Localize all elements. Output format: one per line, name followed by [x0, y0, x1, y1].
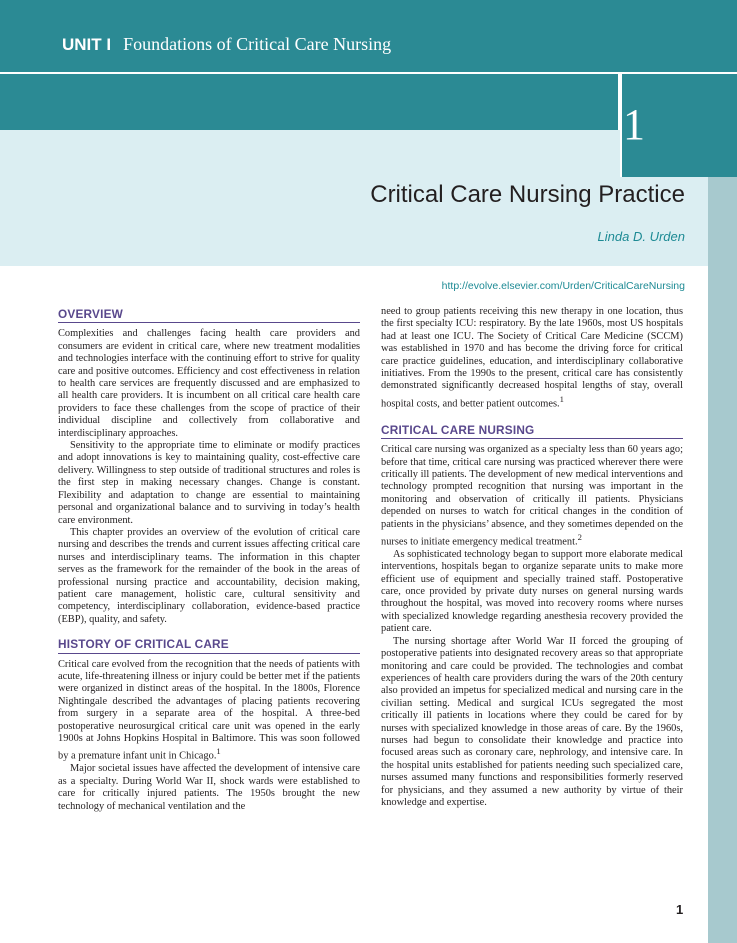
ccn-paragraph-1	[381, 444, 683, 549]
history-paragraph-1	[58, 659, 360, 764]
critical-care-nursing-heading: CRITICAL CARE NURSING	[381, 424, 683, 439]
header-stripe	[0, 72, 618, 130]
history-paragraph-2: Major societal issues have affected the development of intensive care as a specialty. During World War II, shock wards were established to care for critically injured patients. The 1950s brought the new technology of mechanical ventilation and the	[58, 763, 360, 812]
left-column	[58, 308, 360, 813]
chapter-number: 1	[623, 100, 645, 149]
history-heading: HISTORY OF CRITICAL CARE	[58, 638, 360, 653]
right-column	[381, 306, 683, 809]
side-bar	[708, 177, 737, 943]
overview-paragraph-3: This chapter provides an overview of the evolution of critical care nursing and describes the trends and current issues affecting critical care nurses and interdisciplinary teams. The information in this chapter serves as the framework for the remainder of the book in the areas of professional nursing practice and accountability, decision making, patient care management, holistic care, cultural sensitivity and competency, interdisciplinary collaboration, evidence-based practice (EBP), quality, and safety.	[58, 526, 360, 625]
overview-heading: OVERVIEW	[58, 308, 360, 323]
unit-title: Foundations of Critical Care Nursing	[123, 34, 392, 54]
history-paragraph-2-continued	[381, 306, 683, 411]
chapter-author: Linda D. Urden	[597, 229, 685, 244]
history-paragraph-1-text: Critical care evolved from the recognition that the needs of patients with acute, life-threatening illness or injury could be better met if the patients were organized in distinct areas of the hospital. In the 1800s, Florence Nightingale described the advantages of placing patients recovering from surgery in a separate area of the hospital. A three-bed postoperative neurosurgical critical care unit was opened in the early 1900s at Johns Hopkins Hospital in Baltimore. This was soon followed by a premature infant unit in Chicago.	[58, 658, 360, 762]
overview-paragraph-2: Sensitivity to the appropriate time to eliminate or modify practices and adopt innovations is key to maintaining quality, cost-effective care delivery. Willingness to step outside of traditional structures and roles is the first step in making necessary changes. Change is constant. Flexibility and adaptation to change are essential to maintaining personal and organizational balance and to surviving in today’s health care environment.	[58, 440, 360, 526]
unit-label: UNIT I	[62, 35, 112, 54]
reference-marker: 1	[559, 393, 564, 404]
evolve-link[interactable]: http://evolve.elsevier.com/Urden/CriticalCareNursing	[441, 280, 685, 292]
unit-heading	[62, 34, 391, 55]
ccn-paragraph-1-text: Critical care nursing was organized as a specialty less than 60 years ago; before that time, critical care nursing was practiced wherever there were critically ill patients. The development of new medical interventions and technology prompted recognition that nursing was important in the monitoring and observation of critically ill patients. Physicians depended on nurses to watch for critical changes in the condition of patients in the physicians’ absence, and they sometimes depended on the nurses to initiate emergency medical treatment.	[381, 444, 683, 548]
ccn-paragraph-2: As sophisticated technology began to support more elaborate medical interventions, hospitals began to organize separate units to make more efficient use of equipment and specially trained staff. Postoperative care, once provided by private duty nurses on general nursing wards throughout the hospital, was moved into recovery rooms where nurses with specialized knowledge regarding anesthesia recovery provided the patient care.	[381, 548, 683, 635]
chapter-title: Critical Care Nursing Practice	[370, 181, 685, 208]
reference-marker: 2	[577, 531, 582, 542]
overview-paragraph-1: Complexities and challenges facing health care providers and consumers are evident in critical care, where new treatment modalities and technologies interface with the continuing effort to strive for quality care and positive outcomes. Efficiency and cost effectiveness in relation to health care services are frequently discussed and are emphasized to all health care providers. It is incumbent on all critical care health care providers to face these challenges from the scope of practice of their individual discipline and collectively from collaborative and interdisciplinary approaches.	[58, 328, 360, 439]
reference-marker: 1	[216, 746, 221, 757]
ccn-paragraph-3: The nursing shortage after World War II forced the grouping of postoperative patients into designated recovery areas so that appropriate monitoring and care could be provided. The technologies and combat experiences of health care providers during the wars of the 20th century also provided an impetus for specialized medical and nursing care in the civilian setting. Medical and surgical ICUs segregated the most critically ill patients in locations where they could be cared for by nurses with specialized knowledge in those areas of care. By the 1960s, nurses had begun to consolidate their knowledge and practice into focused areas such as coronary care, nephrology, and intensive care. In the hospital units established for patients needing such specialized care, nurses assumed many functions and responsibilities formerly reserved for physicians, and they assumed a new authority by virtue of their knowledge and expertise.	[381, 635, 683, 808]
history-paragraph-2-continued-text: need to group patients receiving this new therapy in one location, thus the first specialty ICU: respiratory. By the late 1960s, most US hospitals had at least one ICU. The Society of Critical Care Medicine (SCCM) was established in 1970 and has become the driving force for critical care practice guidelines, education, and interdisciplinary collaborative initiatives. From the 1990s to the present, critical care has consistently demonstrated significantly decreased hospital lengths of stay, overall hospital costs, and better patient outcomes.	[381, 306, 683, 410]
page-number: 1	[676, 902, 684, 917]
